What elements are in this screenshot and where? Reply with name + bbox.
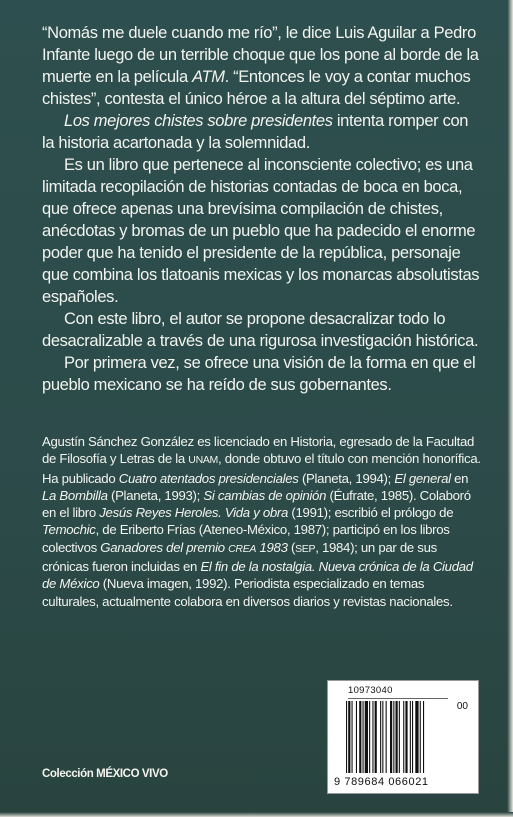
synopsis-paragraph: Es un libro que pertenece al inconsciente colectivo; es una limitada recopilación de historias contadas de boca en boca, que ofrece apenas una brevísima compilación de chistes, anécdotas y bromas de un pueblo que ha padecido el enorme poder que ha tenido el presidente de la república, personaje que combina los tlatoanis mexicas y los monarcas absolutistas españoles. (42, 156, 480, 306)
book-title: Los mejores chistes sobre presidentes (64, 112, 333, 130)
author-bio-paragraph: Agustín Sánchez González es licenciado en Historia, egresado de la Facultad de Filosofía y Letras de la UNAM, donde obtuvo el título con mención honorífica. Ha publicado Cuatro atentados presidenciales (Planeta, 1994); El general en La Bombilla (Planeta, 1993); Si cambias de opinión (Éufrate, 1985). Colaboró en el libro Jesús Reyes Heroles. Vida y obra (1991); escribió el prólogo de Temochic, de Eriberto Frías (Ateneo-México, 1987); participó en los libros colectivos Ganadores del premio CREA 1983 (SEP, 1984); un par de sus crónicas fueron incluidas en El fin de la nostalgia. Nueva crónica de la Ciudad de México (Nueva imagen, 1992). Periodista especializado en temas culturales, actualmente colabora en diversos diarios y revistas nacionales. (42, 434, 481, 609)
barcode-label (327, 680, 479, 794)
page-edge (507, 0, 513, 817)
barcode-rule (348, 698, 448, 699)
film-title: ATM (192, 68, 225, 86)
barcode-isbn: 9 789684 066021 (334, 776, 429, 788)
synopsis-paragraph: Por primera vez, se ofrece una visión de la forma en que el pueblo mexicano se ha reído de sus gobernantes. (42, 354, 476, 394)
barcode-bars (346, 701, 456, 773)
synopsis-paragraph: “Nomás me duele cuando me río”, le dice Luis Aguilar a Pedro Infante luego de un terrible choque que los pone al borde de la muerte en la película ATM. “Entonces le voy a contar muchos chistes”, contesta el único héroe a la altura del séptimo arte. (42, 24, 479, 108)
synopsis-paragraph: Los mejores chistes sobre presidentes intenta romper con la historia acartonada y la solemnidad. (42, 112, 469, 152)
synopsis-text (42, 22, 482, 396)
collection-label: Colección MÉXICO VIVO (42, 768, 168, 780)
barcode-top-number: 10973040 (348, 685, 393, 696)
barcode-addon: 00 (456, 701, 468, 712)
author-bio (42, 433, 482, 610)
page-edge-bottom (0, 812, 513, 817)
synopsis-paragraph: Con este libro, el autor se propone desacralizar todo lo desacralizable a través de una rigurosa investigación histórica. (42, 310, 479, 350)
